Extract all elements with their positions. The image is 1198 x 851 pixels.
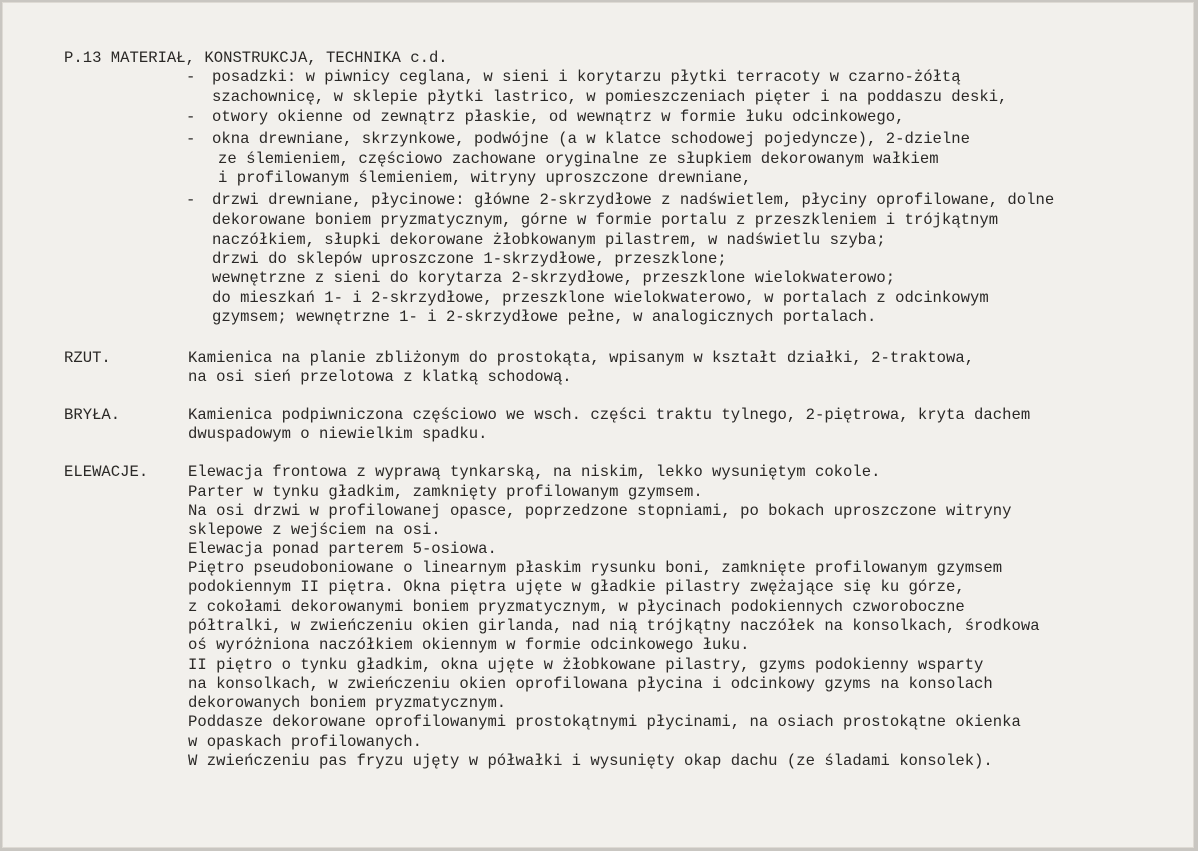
section-line: Elewacja ponad parterem 5-osiowa. xyxy=(188,540,497,558)
section-line: Elewacja frontowa z wyprawą tynkarską, na niskim, lekko wysuniętym cokole. xyxy=(188,463,881,481)
section-line: dwuspadowym o niewielkim spadku. xyxy=(188,425,488,443)
section-line: Parter w tynku gładkim, zamknięty profilowanym gzymsem. xyxy=(188,483,703,501)
section-line: półtralki, w zwieńczeniu okien girlanda, nad nią trójkątny naczółek na konsolkach, środkowa xyxy=(188,617,1040,635)
section-line: oś wyróżniona naczółkiem okiennym w formie odcinkowego łuku. xyxy=(188,636,750,654)
section-line: w opaskach profilowanych. xyxy=(188,733,422,751)
bullet-dash: - xyxy=(186,108,196,126)
bullet-line: naczółkiem, słupki dekorowane żłobkowanym pilastrem, w nadświetlu szyba; xyxy=(212,231,886,249)
bullet-dash: - xyxy=(186,191,196,209)
section-line: W zwieńczeniu pas fryzu ujęty w półwałki i wysunięty okap dachu (ze śladami konsolek). xyxy=(188,752,993,770)
section-line: Piętro pseudoboniowane o linearnym płaskim rysunku boni, zamknięte profilowanym gzymsem xyxy=(188,559,1003,577)
section-label: ELEWACJE. xyxy=(64,463,149,481)
bullet-line: okna drewniane, skrzynkowe, podwójne (a w klatce schodowej pojedyncze), 2-dzielne xyxy=(212,130,970,148)
bullet-dash: - xyxy=(186,68,196,86)
section-label: BRYŁA. xyxy=(64,406,121,424)
section-line: Kamienica podpiwniczona częściowo we wsch. części traktu tylnego, 2-piętrowa, kryta dachem xyxy=(188,406,1031,424)
bullet-dash: - xyxy=(186,130,196,148)
section-line: Poddasze dekorowane oprofilowanymi prostokątnymi płycinami, na osiach prostokątne okienka xyxy=(188,713,1021,731)
bullet-line: otwory okienne od zewnątrz płaskie, od wewnątrz w formie łuku odcinkowego, xyxy=(212,108,905,126)
section-label: RZUT. xyxy=(64,349,111,367)
section-line: Na osi drzwi w profilowanej opasce, poprzedzone stopniami, po bokach uproszczone witryny xyxy=(188,502,1012,520)
bullet-line: posadzki: w piwnicy ceglana, w sieni i korytarzu płytki terracoty w czarno-żółtą xyxy=(212,68,961,86)
section-header: P.13 MATERIAŁ, KONSTRUKCJA, TECHNIKA c.d. xyxy=(64,49,448,67)
bullet-line: drzwi do sklepów uproszczone 1-skrzydłowe, przeszklone; xyxy=(212,250,727,268)
bullet-line: drzwi drewniane, płycinowe: główne 2-skrzydłowe z nadświetlem, płyciny oprofilowane, dolne xyxy=(212,191,1055,209)
bullet-line: do mieszkań 1- i 2-skrzydłowe, przeszklone wielokwaterowo, w portalach z odcinkowym xyxy=(212,289,989,307)
section-line: sklepowe z wejściem na osi. xyxy=(188,521,441,539)
bullet-line: ze ślemieniem, częściowo zachowane oryginalne ze słupkiem dekorowanym wałkiem xyxy=(218,150,939,168)
bullet-line: dekorowane boniem pryzmatycznym, górne w formie portalu z przeszkleniem i trójkątnym xyxy=(212,211,999,229)
section-line: Kamienica na planie zbliżonym do prostokąta, wpisanym w kształt działki, 2-traktowa, xyxy=(188,349,975,367)
bullet-line: gzymsem; wewnętrzne 1- i 2-skrzydłowe pełne, w analogicznych portalach. xyxy=(212,308,877,326)
section-line: II piętro o tynku gładkim, okna ujęte w żłobkowane pilastry, gzyms podokienny wsparty xyxy=(188,656,984,674)
section-line: na osi sień przelotowa z klatką schodową. xyxy=(188,368,572,386)
bullet-line: szachownicę, w sklepie płytki lastrico, w pomieszczeniach pięter i na poddaszu deski, xyxy=(212,88,1008,106)
document-page xyxy=(2,2,1194,848)
section-line: na konsolkach, w zwieńczeniu okien oprofilowana płycina i odcinkowy gzyms na konsolach xyxy=(188,675,993,693)
bullet-line: wewnętrzne z sieni do korytarza 2-skrzydłowe, przeszklone wielokwaterowo; xyxy=(212,269,896,287)
bullet-line: i profilowanym ślemieniem, witryny uproszczone drewniane, xyxy=(218,169,752,187)
section-line: z cokołami dekorowanymi boniem pryzmatycznym, w płycinach podokiennych czworoboczne xyxy=(188,598,965,616)
section-line: dekorowanych boniem pryzmatycznym. xyxy=(188,694,507,712)
section-line: podokiennym II piętra. Okna piętra ujęte w gładkie pilastry zwężające się ku górze, xyxy=(188,578,965,596)
